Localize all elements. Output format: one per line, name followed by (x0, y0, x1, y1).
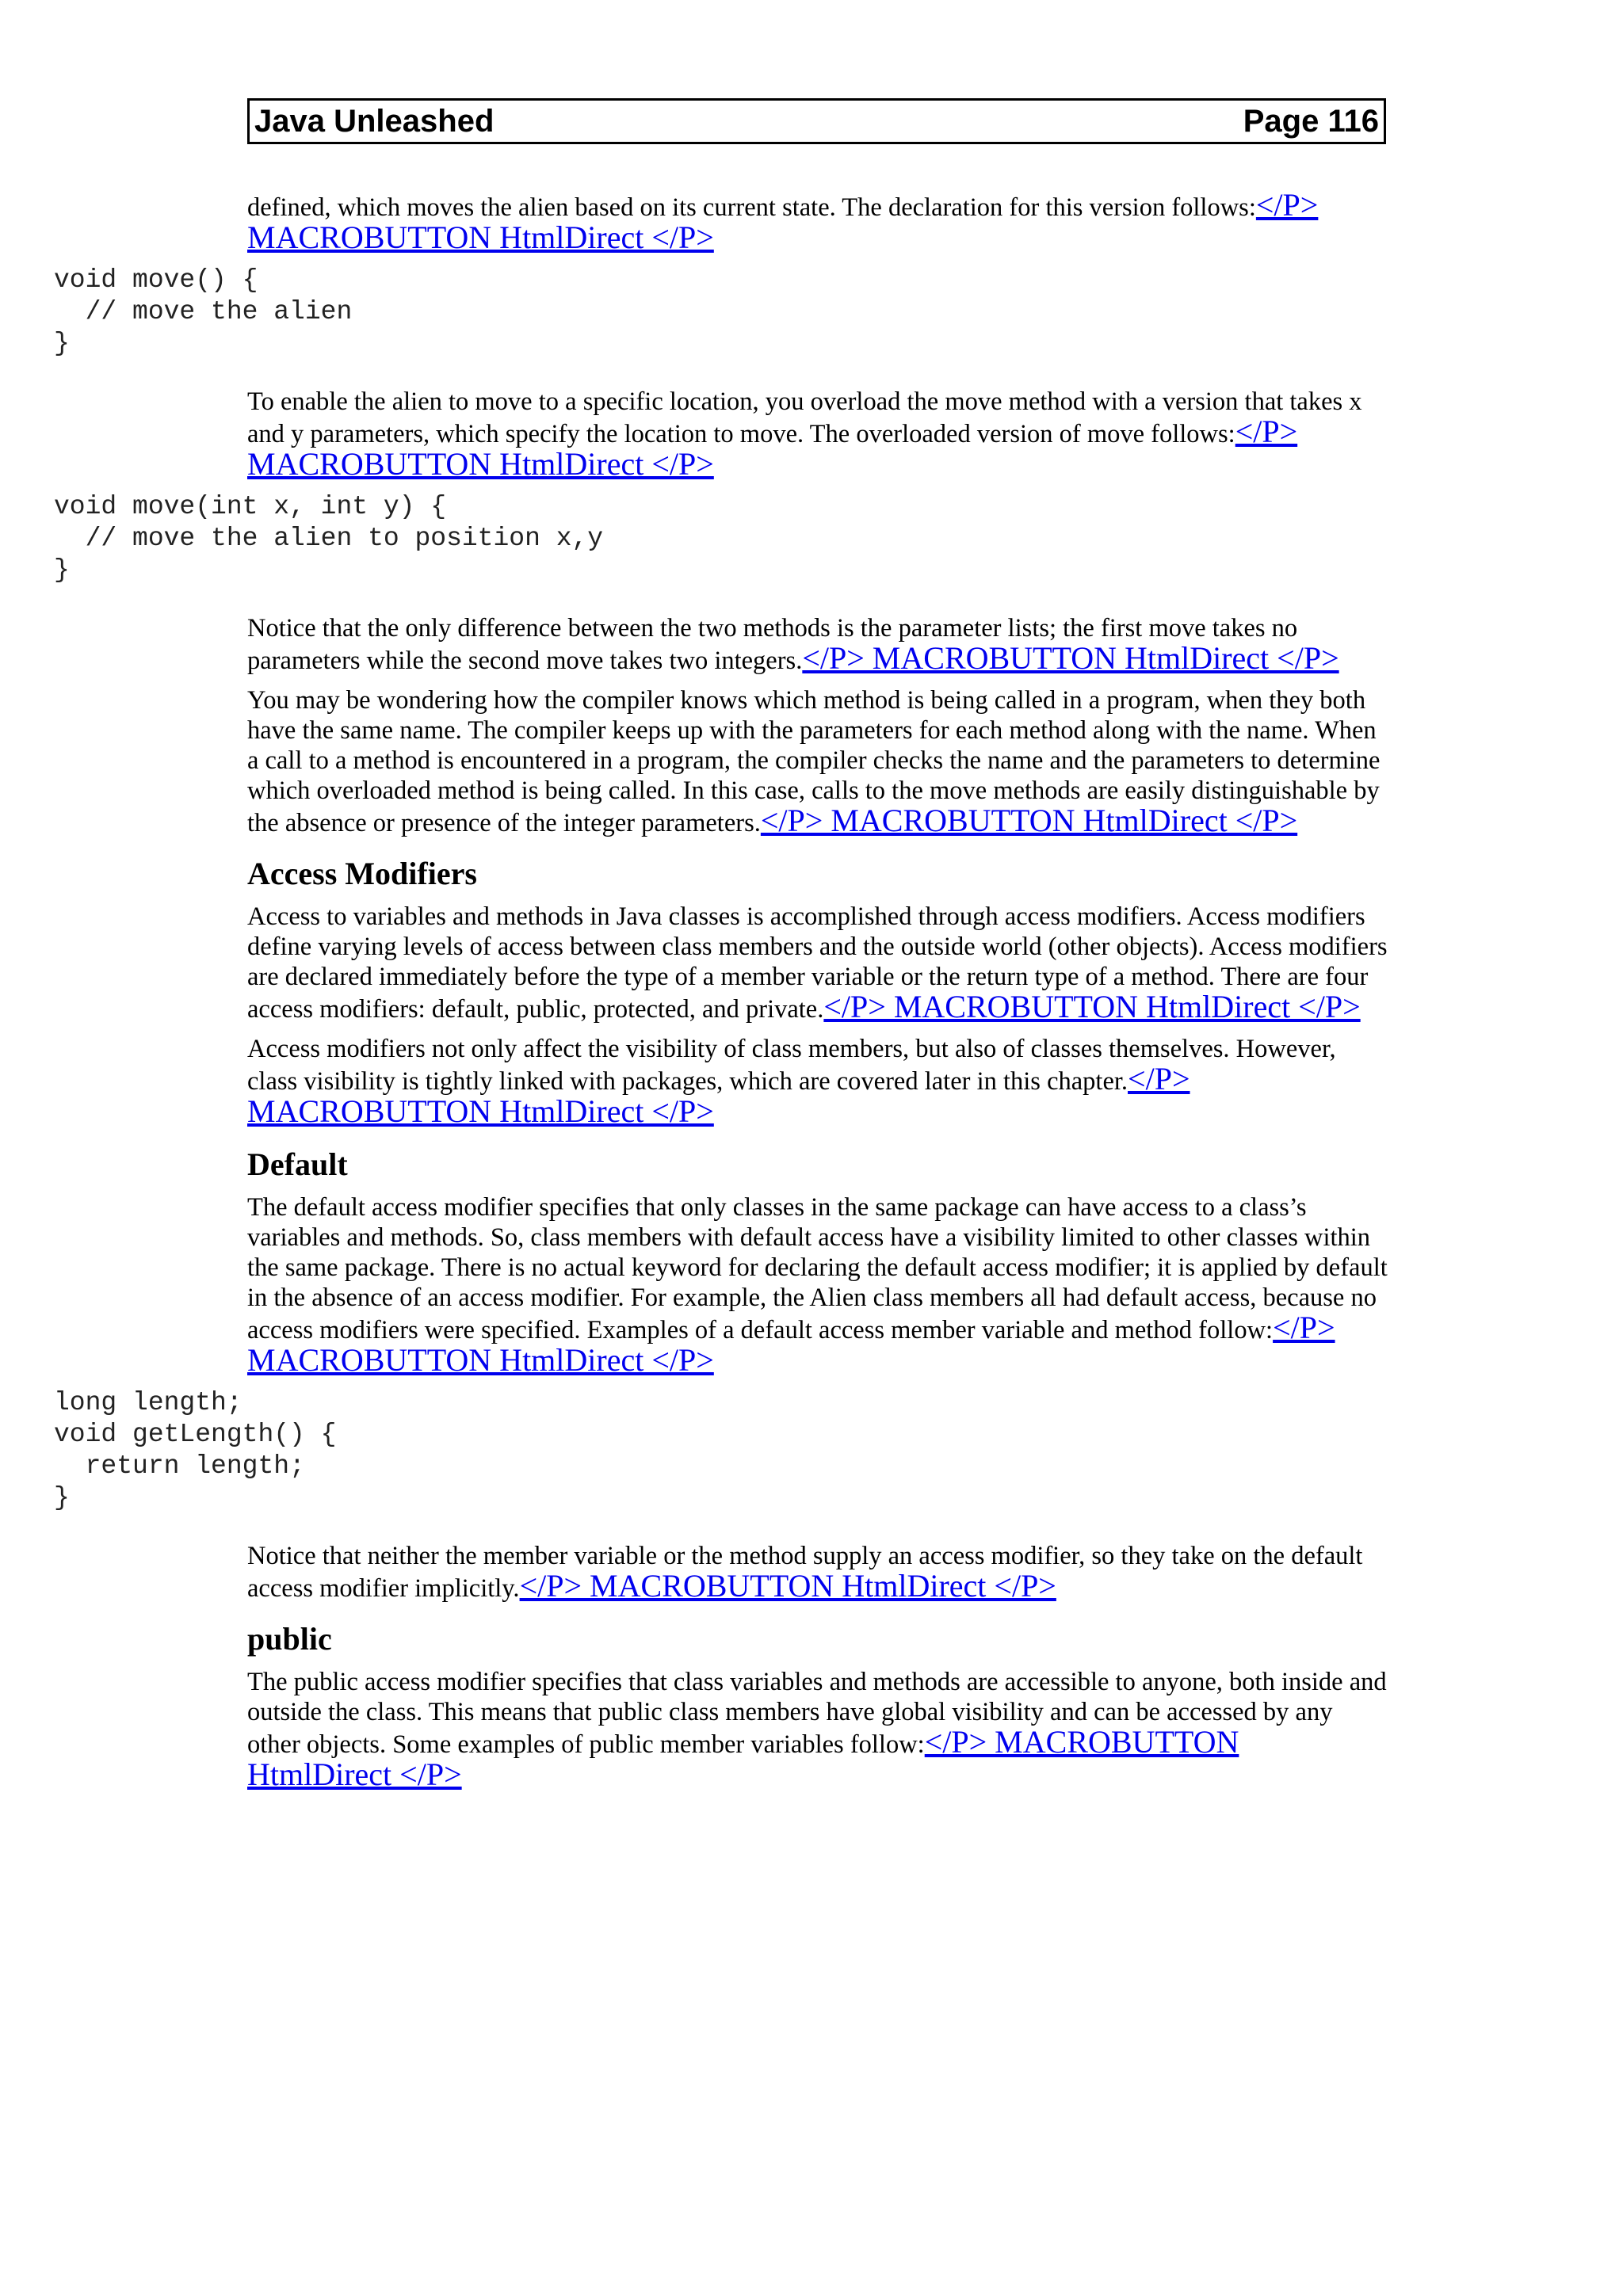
paragraph: Notice that neither the member variable or the method supply an access modifier, so they take on the default access modifier implicitly.</P> MACROBUTTON HtmlDirect </P> (247, 1542, 1363, 1604)
paragraph: Access modifiers not only affect the visibility of class members, but also of classes themselves. However, class visibility is tightly linked with packages, which are covered later in this chapter.</P> MACROBUTTON HtmlDirect </P> (247, 1035, 1336, 1129)
paragraph: Notice that the only difference between the two methods is the parameter lists; the first move takes no parameters while the second move takes two integers.</P> MACROBUTTON HtmlDirect </P> (247, 614, 1339, 676)
macrobutton-link[interactable]: </P> MACROBUTTON HtmlDirect </P> (519, 1568, 1056, 1604)
macrobutton-link[interactable]: </P> MACROBUTTON HtmlDirect </P> (247, 1724, 1239, 1792)
paragraph: defined, which moves the alien based on its current state. The declaration for this version follows:</P> MACROBUTTON HtmlDirect </P> (247, 187, 1319, 255)
paragraph: To enable the alien to move to a specific location, you overload the move method with a version that takes x and y parameters, which specify the location to move. The overloaded version of move follows:</P> MACROBUTTON HtmlDirect </P> (247, 387, 1362, 482)
paragraph: The default access modifier specifies that only classes in the same package can have access to a class’s variables and methods. So, class members with default access have a visibility limited to other classes within the same package. There is no actual keyword for declaring the default access modifier; it is applied by default in the absence of an access modifier. For example, the Alien class members all had default access, because no access modifiers were specified. Examples of a default access member variable and method follow:</P> MACROBUTTON HtmlDirect </P> (247, 1193, 1388, 1378)
macrobutton-link[interactable]: </P> MACROBUTTON HtmlDirect </P> (802, 640, 1339, 676)
macrobutton-link[interactable]: </P> MACROBUTTON HtmlDirect </P> (247, 187, 1319, 255)
macrobutton-link[interactable]: </P> MACROBUTTON HtmlDirect </P> (247, 1310, 1335, 1378)
section-heading: Access Modifiers (247, 856, 477, 891)
macrobutton-link[interactable]: </P> MACROBUTTON HtmlDirect </P> (760, 803, 1298, 838)
paragraph: The public access modifier specifies that class variables and methods are accessible to anyone, both inside and outside the class. This means that public class members have global visibility and can be accessed by any other objects. Some examples of public member variables follow:</P> MACROBUTTON HtmlDirect </P> (247, 1668, 1387, 1792)
book-title: Java Unleashed (254, 104, 495, 139)
code-block: void move() { // move the alien } (54, 265, 353, 358)
macrobutton-link[interactable]: </P> MACROBUTTON HtmlDirect </P> (823, 989, 1361, 1024)
section-heading: Default (247, 1146, 348, 1182)
code-block: long length; void getLength() { return length; } (54, 1388, 337, 1512)
page-number: Page 116 (1243, 104, 1379, 139)
page-content (0, 187, 1623, 1802)
macrobutton-link[interactable]: </P> MACROBUTTON HtmlDirect </P> (247, 1061, 1190, 1129)
section-heading: public (247, 1621, 332, 1657)
code-block: void move(int x, int y) { // move the alien to position x,y } (54, 492, 604, 585)
macrobutton-link[interactable]: </P> MACROBUTTON HtmlDirect </P> (247, 414, 1298, 482)
page-header (247, 98, 1386, 144)
paragraph: You may be wondering how the compiler knows which method is being called in a program, when they both have the same name. The compiler keeps up with the parameters for each method along with the name. When a call to a method is encountered in a program, the compiler checks the name and the parameters to determine which overloaded method is being called. In this case, calls to the move methods are easily distinguishable by the absence or presence of the integer parameters.</P> MACROBUTTON HtmlDirect </P> (247, 686, 1381, 838)
paragraph: Access to variables and methods in Java classes is accomplished through access modifiers. Access modifiers define varying levels of access between class members and the outside world (other objects). Access modifiers are declared immediately before the type of a member variable or the return type of a method. There are four access modifiers: default, public, protected, and private.</P> MACROBUTTON HtmlDirect </P> (247, 902, 1388, 1024)
